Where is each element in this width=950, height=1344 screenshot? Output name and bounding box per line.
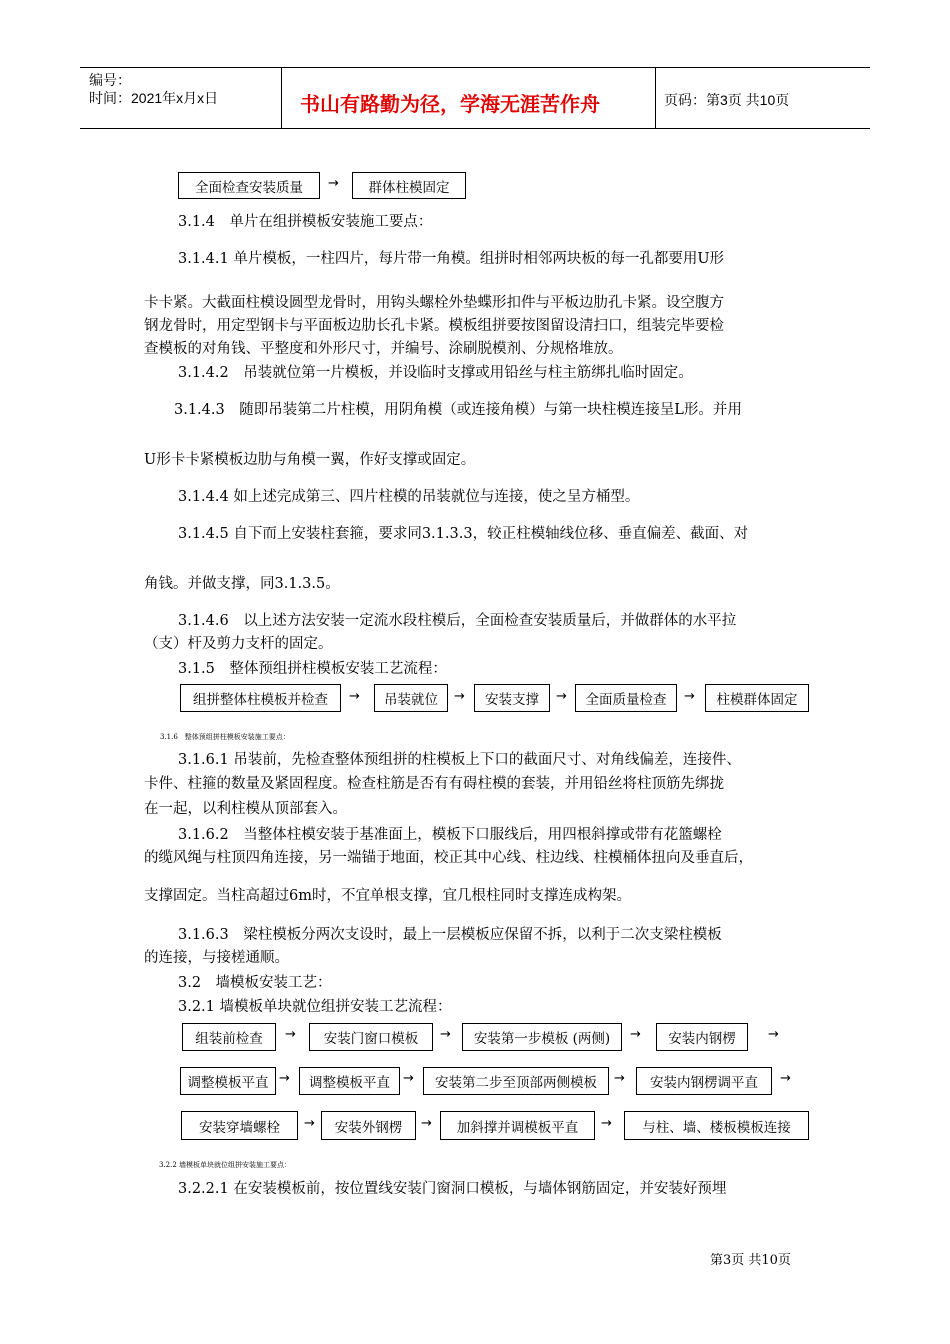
flow-step: 安装门窗口模板	[309, 1023, 433, 1051]
paragraph-line: 3.1.6.1 吊装前，先检查整体预组拼的柱模板上下口的截面尺寸、对角线偏差，连接件、	[178, 752, 741, 768]
flow-step: 安装穿墙螺栓	[181, 1111, 298, 1140]
section-heading-3-2: 3.2 墙模板安装工艺：	[178, 975, 332, 991]
header-page-label: 页码：第3页 共10页	[664, 92, 790, 108]
paragraph-line: 3.1.4.6 以上述方法安装一定流水段柱模后，全面检查安装质量后，并做群体的水平拉	[178, 613, 737, 629]
paragraph-line: 3.2.2.1 在安装模板前，按位置线安装门窗洞口模板，与墙体钢筋固定，并安装好预埋	[178, 1181, 727, 1197]
flow-arrow: →	[349, 689, 360, 704]
flow-step: 安装第一步模板 (两侧)	[462, 1023, 622, 1051]
flow-step: 安装内钢楞	[656, 1023, 748, 1051]
flow-step: 群体柱模固定	[352, 172, 466, 199]
paragraph-line: 在一起，以利柱模从顶部套入。	[144, 801, 347, 817]
paragraph-line: 的缆风绳与柱顶四角连接，另一端锚于地面，校正其中心线、柱边线、柱模桶体扭向及垂直后，	[144, 850, 753, 866]
header-divider-left	[281, 67, 282, 129]
paragraph-line: 支撑固定。当柱高超过6m时，不宜单根支撑，宜几根柱同时支撑连成构架。	[144, 888, 631, 904]
footer-page-number: 第3页 共10页	[710, 1253, 791, 1268]
flow-arrow: →	[440, 1027, 451, 1042]
paragraph-line: 3.1.6.3 梁柱模板分两次支设时，最上一层模板应保留不拆，以利于二次支梁柱模板	[178, 927, 722, 943]
flow-arrow: →	[614, 1071, 625, 1086]
document-date-label: 时间：2021年x月x日	[89, 90, 219, 106]
flow-step: 安装支撑	[474, 684, 550, 712]
flow-step: 组拼整体柱模板并检查	[180, 684, 341, 712]
flow-step: 全面质量检查	[575, 684, 677, 712]
flow-arrow: →	[279, 1071, 290, 1086]
flow-step: 与柱、墙、楼板模板连接	[624, 1111, 809, 1140]
flow-step: 全面检查安装质量	[178, 172, 320, 199]
section-heading-3-1-5: 3.1.5 整体预组拼柱模板安装工艺流程：	[178, 661, 447, 677]
paragraph-line: 卡件、柱箍的数量及紧固程度。检查柱筋是否有有碍柱模的套装，并用铅丝将柱顶筋先绑拢	[144, 776, 724, 792]
flow-arrow: →	[556, 689, 567, 704]
paragraph-line: 3.1.4.1 单片模板，一柱四片，每片带一角模。组拼时相邻两块板的每一孔都要用U形	[178, 251, 725, 267]
flow-arrow: →	[403, 1071, 414, 1086]
paragraph-line: 3.1.6.2 当整体柱模安装于基准面上，模板下口服线后，用四根斜撑或带有花篮螺栓	[178, 827, 722, 843]
header-bottom-rule	[80, 128, 870, 129]
section-heading-3-2-2: 3.2.2 墙模板单块就位组拼安装施工要点：	[159, 1161, 292, 1169]
paragraph-line: 查模板的对角钱、平整度和外形尺寸，并编号、涂刷脱模剂、分规格堆放。	[144, 341, 623, 357]
header-top-rule	[80, 67, 870, 68]
flow-step: 调整模板平直	[299, 1067, 400, 1095]
paragraph-line: （支）杆及剪力支杆的固定。	[144, 636, 333, 652]
header-divider-right	[655, 67, 656, 129]
flow-arrow: →	[780, 1071, 791, 1086]
flow-step: 安装外钢楞	[321, 1111, 416, 1140]
flow-arrow: →	[601, 1116, 612, 1131]
flow-arrow: →	[768, 1027, 779, 1042]
paragraph-line: 3.1.4.3 随即吊装第二片柱模，用阴角模（或连接角模）与第一块柱模连接呈L形。并用	[174, 402, 742, 418]
flow-arrow: →	[684, 689, 695, 704]
document-number-label: 编号：	[89, 72, 131, 88]
paragraph-line: 3.1.4.2 吊装就位第一片模板，并设临时支撑或用铅丝与柱主筋绑扎临时固定。	[178, 365, 693, 381]
flow-step: 安装内钢楞调平直	[636, 1067, 772, 1095]
paragraph-line: 卡卡紧。大截面柱模设圆型龙骨时，用钩头螺栓外垫蝶形扣件与平板边肋孔卡紧。设空腹方	[144, 295, 724, 311]
paragraph-line: 的连接，与接槎通顺。	[144, 950, 289, 966]
paragraph-line: 角钱。并做支撑，同3.1.3.5。	[144, 576, 340, 592]
paragraph-line: U形卡卡紧模板边肋与角模一翼，作好支撑或固定。	[144, 452, 476, 468]
paragraph-line: 3.1.4.5 自下而上安装柱套箍，要求同3.1.3.3，较正柱模轴线位移、垂直偏差、截面、对	[178, 526, 749, 542]
flow-arrow: →	[285, 1027, 296, 1042]
flow-arrow: →	[630, 1027, 641, 1042]
section-heading-3-1-6: 3.1.6 整体预组拼柱模板安装施工要点：	[160, 733, 290, 741]
section-heading-3-2-1: 3.2.1 墙模板单块就位组拼安装工艺流程：	[178, 999, 452, 1015]
flow-step: 吊装就位	[374, 684, 448, 712]
flow-step: 柱模群体固定	[705, 684, 809, 712]
paragraph-line: 3.1.4.4 如上述完成第三、四片柱模的吊装就位与连接，使之呈方桶型。	[178, 489, 640, 505]
flow-arrow: →	[328, 176, 339, 191]
flow-arrow: →	[454, 689, 465, 704]
flow-step: 安装第二步至顶部两侧模板	[423, 1067, 609, 1095]
paragraph-line: 钢龙骨时，用定型钢卡与平面板边肋长孔卡紧。模板组拼要按图留设清扫口，组装完毕要检	[144, 318, 724, 334]
flow-arrow: →	[304, 1116, 315, 1131]
flow-step: 加斜撑并调模板平直	[440, 1111, 595, 1140]
flow-step: 组装前检查	[182, 1023, 276, 1051]
header-motto: 书山有路勤为径，学海无涯苦作舟	[300, 92, 600, 116]
flow-step: 调整模板平直	[180, 1067, 276, 1095]
section-heading-3-1-4: 3.1.4 单片在组拼模板安装施工要点：	[178, 214, 433, 230]
flow-arrow: →	[421, 1116, 432, 1131]
